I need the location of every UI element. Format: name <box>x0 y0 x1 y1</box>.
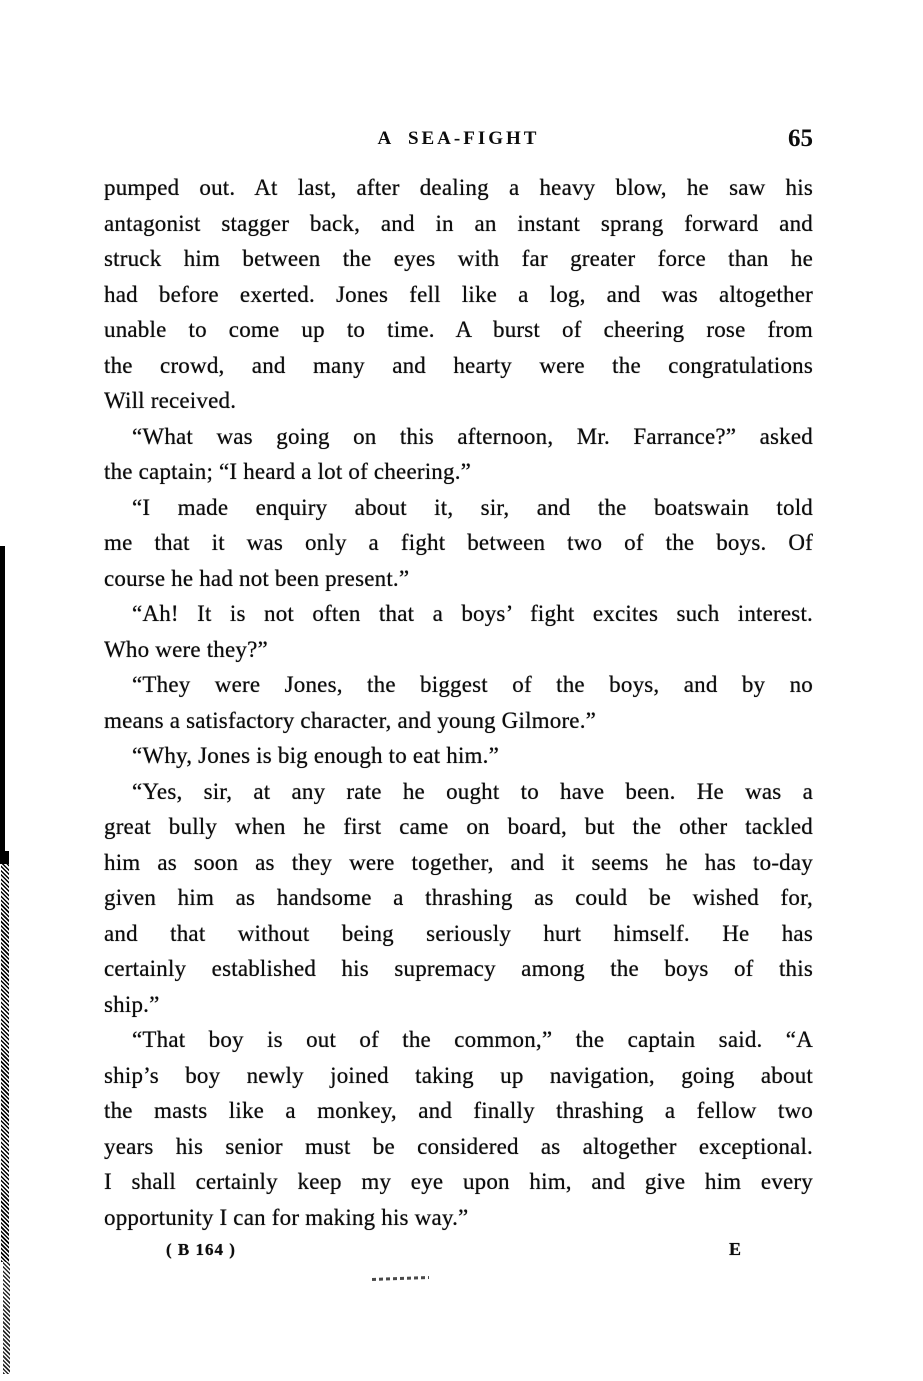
text-line: Who were they?” <box>104 636 268 662</box>
text-line: means a satisfactory character, and young Gilmore.” <box>104 707 597 733</box>
text-line: ship.” <box>104 991 160 1017</box>
text-line: “What was going on this afternoon, Mr. Farrance?” asked <box>132 423 813 449</box>
text-line: ship’s boy newly joined taking up navigation, going about <box>104 1062 813 1088</box>
text-line: him as soon as they were together, and it seems he has to-day <box>104 849 813 875</box>
paragraph <box>104 490 813 597</box>
left-edge-streak-dither-lower <box>3 1262 10 1374</box>
paragraph <box>104 596 813 667</box>
text-line: antagonist stagger back, and in an instant sprang forward and <box>104 210 813 236</box>
paragraph <box>104 667 813 738</box>
page-number: 65 <box>788 125 813 152</box>
text-line: and that without being seriously hurt himself. He has <box>104 920 813 946</box>
page-body <box>104 170 813 1235</box>
text-line: years his senior must be considered as altogether exceptional. <box>104 1133 813 1159</box>
text-line: the crowd, and many and hearty were the congratulations <box>104 352 813 378</box>
left-edge-streak-solid <box>0 546 5 862</box>
text-line: Will received. <box>104 388 237 413</box>
chapter-title: A SEA-FIGHT <box>377 128 540 149</box>
text-line: I shall certainly keep my eye upon him, and give him every <box>104 1169 813 1194</box>
text-line: the captain; “I heard a lot of cheering.” <box>104 459 472 484</box>
paragraph <box>104 170 813 419</box>
text-line: “Ah! It is not often that a boys’ fight excites such interest. <box>132 601 813 626</box>
paragraph <box>104 419 813 490</box>
footer-smudge <box>372 1276 429 1281</box>
text-line: the masts like a monkey, and finally thrashing a fellow two <box>104 1098 813 1123</box>
paragraph <box>104 1022 813 1235</box>
text-line: struck him between the eyes with far greater force than he <box>104 246 813 271</box>
text-line: pumped out. At last, after dealing a heavy blow, he saw his <box>104 175 813 200</box>
text-line: “Yes, sir, at any rate he ought to have been. He was a <box>132 778 813 804</box>
text-line: given him as handsome a thrashing as could be wished for, <box>104 885 813 910</box>
text-line: opportunity I can for making his way.” <box>104 1204 469 1230</box>
paragraph <box>104 774 813 1023</box>
text-line: had before exerted. Jones fell like a log, and was altogether <box>104 281 813 307</box>
text-line: “They were Jones, the biggest of the boys, and by no <box>132 672 813 697</box>
signature-letter: E <box>729 1239 742 1259</box>
text-line: course he had not been present.” <box>104 565 410 591</box>
printer-mark: ( B 164 ) <box>166 1240 236 1259</box>
text-line: “Why, Jones is big enough to eat him.” <box>132 743 500 768</box>
text-line: me that it was only a fight between two of the boys. Of <box>104 530 813 555</box>
text-line: certainly established his supremacy among the boys of this <box>104 956 813 981</box>
text-line: “That boy is out of the common,” the captain said. “A <box>132 1027 813 1052</box>
text-line: unable to come up to time. A burst of cheering rose from <box>104 317 813 342</box>
text-line: “I made enquiry about it, sir, and the boatswain told <box>132 494 813 520</box>
text-line: great bully when he first came on board, but the other tackled <box>104 814 813 839</box>
running-head <box>104 125 813 156</box>
left-edge-streak-dither <box>1 862 9 1262</box>
paragraph <box>104 738 813 774</box>
